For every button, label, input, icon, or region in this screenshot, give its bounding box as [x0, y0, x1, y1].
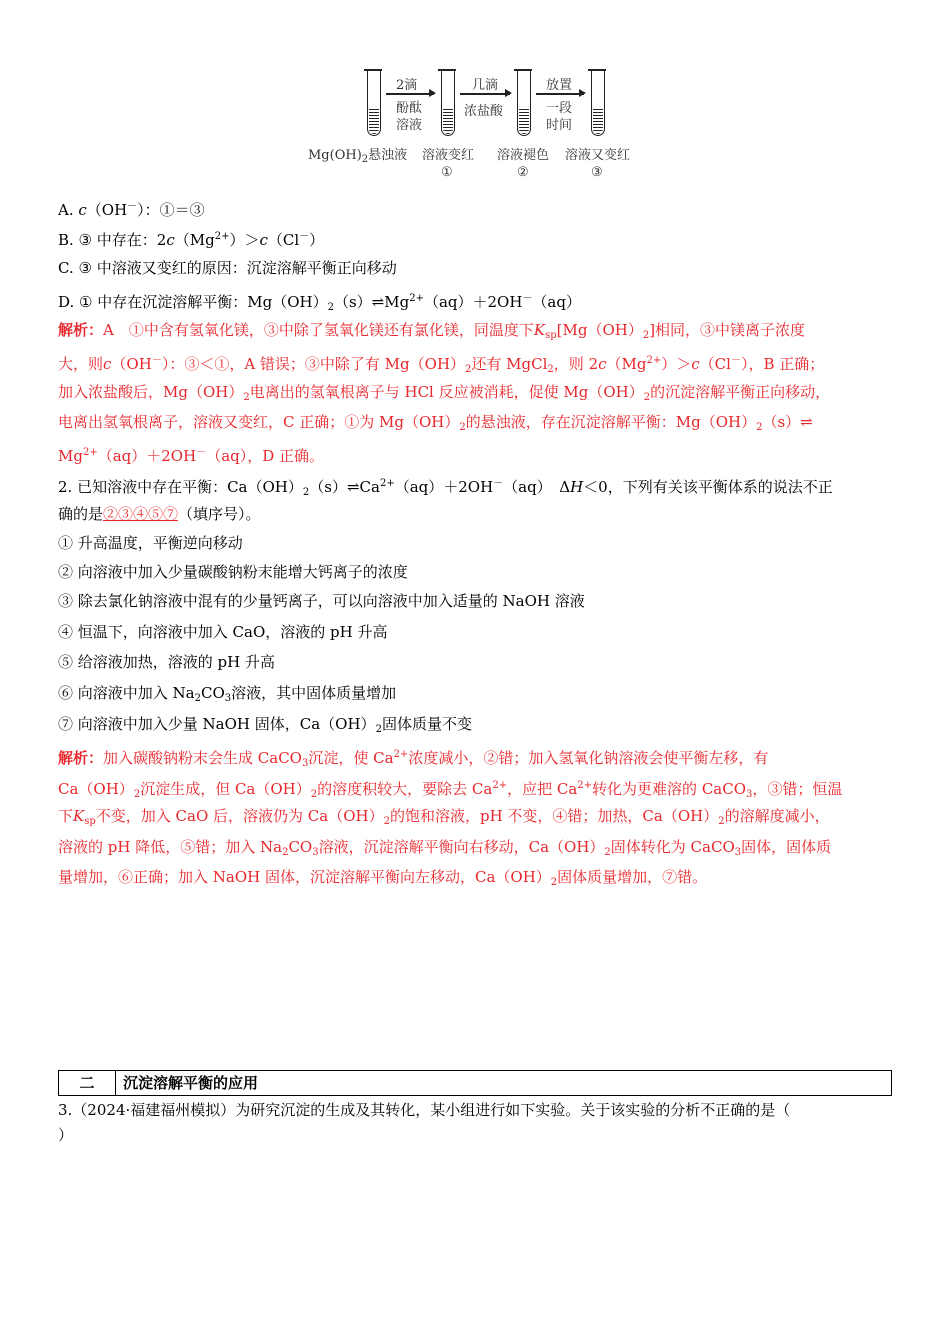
tube3-number: ③ [591, 165, 603, 180]
section-header [58, 1070, 892, 1096]
tube2-number: ② [517, 165, 529, 180]
step2-bottom: 浓盐酸 [464, 104, 504, 119]
q2-analysis-line-2: $Ca(OH)_2$沉淀生成，但 $Ca(OH)_2$的溶度积较大，要除去 $Ca^{2+}$，应把 $Ca^{2+}$转化为更难溶的 CaCO$_3$，③错；恒温 [58, 780, 843, 800]
q1-option-d: D. ① 中存在沉淀溶解平衡：$Mg(OH)_2(s)\rightleftharpoons Mg^{2+}(aq)+2OH^-(aq)$ [58, 293, 581, 313]
step2-top: 几滴 [472, 78, 499, 93]
q2-item-5: ⑤ 给溶液加热，溶液的 pH 升高 [58, 653, 275, 671]
q1-analysis-line-2: 大，则c（OH－）：③＜①，A 错误；③中除了有 $Mg(OH)_2$还有 MgCl$_2$，则 $2c(Mg^{2+})>c(Cl^-)$，B 正确； [58, 355, 825, 375]
section-title: 沉淀溶解平衡的应用 [123, 1074, 259, 1092]
step3-top: 放置 [546, 78, 573, 93]
q2-item-7: ⑦ 向溶液中加入少量 NaOH 固体，$Ca(OH)_2$固体质量不变 [58, 715, 472, 735]
q1-option-c: C. ③ 中溶液又变红的原因：沉淀溶解平衡正向移动 [58, 259, 397, 277]
q2-answer: ②③④⑤⑦ [103, 505, 179, 523]
q1-analysis-line-5: $Mg^{2+}(aq)+2OH^-(aq)$，D 正确。 [58, 447, 325, 465]
arrow-step-3 [536, 93, 584, 95]
step3-bottom-1: 一段 [546, 101, 573, 116]
tube0-label: $Mg(OH)_2$悬浊液 [308, 148, 408, 165]
q2-stem-line-2: 确的是②③④⑤⑦（填序号）。 [58, 505, 261, 523]
q2-item-3: ③ 除去氯化钠溶液中混有的少量钙离子，可以向溶液中加入适量的 NaOH 溶液 [58, 592, 585, 610]
step1-bottom-2: 溶液 [396, 118, 423, 133]
step1-bottom-1: 酚酞 [396, 101, 423, 116]
q2-analysis-line-5: 量增加，⑥正确；加入 NaOH 固体，沉淀溶解平衡向左移动，$Ca(OH)_2$固体质量增加，⑦错。 [58, 868, 708, 888]
q1-analysis-line-1: 解析：A ①中含有氢氧化镁，③中除了氢氧化镁还有氯化镁，同温度下$K_{sp}[Mg(OH)_2]$相同，③中镁离子浓度 [58, 321, 806, 341]
test-tube-1 [441, 70, 455, 136]
tube1-number: ① [441, 165, 453, 180]
tube2-label: 溶液褪色 [497, 148, 550, 163]
section-number: 二 [59, 1071, 116, 1095]
q1-option-a: A. c（OH－）：①＝③ [58, 201, 205, 219]
arrow-step-2 [460, 93, 510, 95]
step1-top: 2滴 [396, 78, 418, 93]
tube1-label: 溶液变红 [422, 148, 475, 163]
analysis-label: 解析： [58, 749, 104, 767]
q2-item-2: ② 向溶液中加入少量碳酸钠粉末能增大钙离子的浓度 [58, 563, 408, 581]
q1-option-b: B. ③ 中存在：$2c(Mg^{2+})>c(Cl^-)$ [58, 231, 325, 249]
q2-item-1: ① 升高温度，平衡逆向移动 [58, 534, 243, 552]
tube3-label: 溶液又变红 [565, 148, 631, 163]
q3-stem-line-2: ） [58, 1126, 74, 1144]
arrow-step-1 [386, 93, 434, 95]
q2-item-6: ⑥ 向溶液中加入 $Na_2CO_3$溶液，其中固体质量增加 [58, 684, 397, 704]
q1-analysis-line-4: 电离出氢氧根离子，溶液又变红，C 正确；①为 $Mg(OH)_2$的悬浊液，存在沉淀溶解平衡：$Mg(OH)_2(s)\rightleftharpoons$ [58, 413, 813, 433]
q2-analysis-line-4: 溶液的 pH 降低，⑤错；加入 $Na_2CO_3$溶液，沉淀溶解平衡向右移动，$Ca(OH)_2$固体转化为 CaCO$_3$固体，固体质 [58, 838, 832, 858]
q2-stem-line-1: 2. 已知溶液中存在平衡：$Ca(OH)_2(s)\rightleftharpoons Ca^{2+}(aq)+2OH^-(aq)$ ΔH＜0，下列有关该平衡体系的说法不正 [58, 478, 833, 498]
experiment-diagram [300, 60, 660, 190]
q2-analysis-line-1: 解析：加入碳酸钠粉末会生成 CaCO$_3$沉淀，使 $Ca^{2+}$浓度减小，②错；加入氢氧化钠溶液会使平衡左移，有 [58, 749, 769, 769]
q3-stem-line-1: 3.（2024·福建福州模拟）为研究沉淀的生成及其转化，某小组进行如下实验。关于该实验的分析不正确的是（ [58, 1101, 791, 1119]
test-tube-3 [591, 70, 605, 136]
q2-item-4: ④ 恒温下，向溶液中加入 CaO，溶液的 pH 升高 [58, 623, 388, 641]
test-tube-0 [367, 70, 381, 136]
analysis-label: 解析： [58, 321, 104, 339]
q1-analysis-line-3: 加入浓盐酸后，$Mg(OH)_2$电离出的氢氧根离子与 HCl 反应被消耗，促使 $Mg(OH)_2$的沉淀溶解平衡正向移动， [58, 383, 831, 403]
step3-bottom-2: 时间 [546, 118, 573, 133]
test-tube-2 [517, 70, 531, 136]
q2-analysis-line-3: 下$K_{sp}$不变，加入 CaO 后，溶液仍为 $Ca(OH)_2$的饱和溶液，pH 不变，④错；加热，$Ca(OH)_2$的溶解度减小， [58, 807, 830, 827]
